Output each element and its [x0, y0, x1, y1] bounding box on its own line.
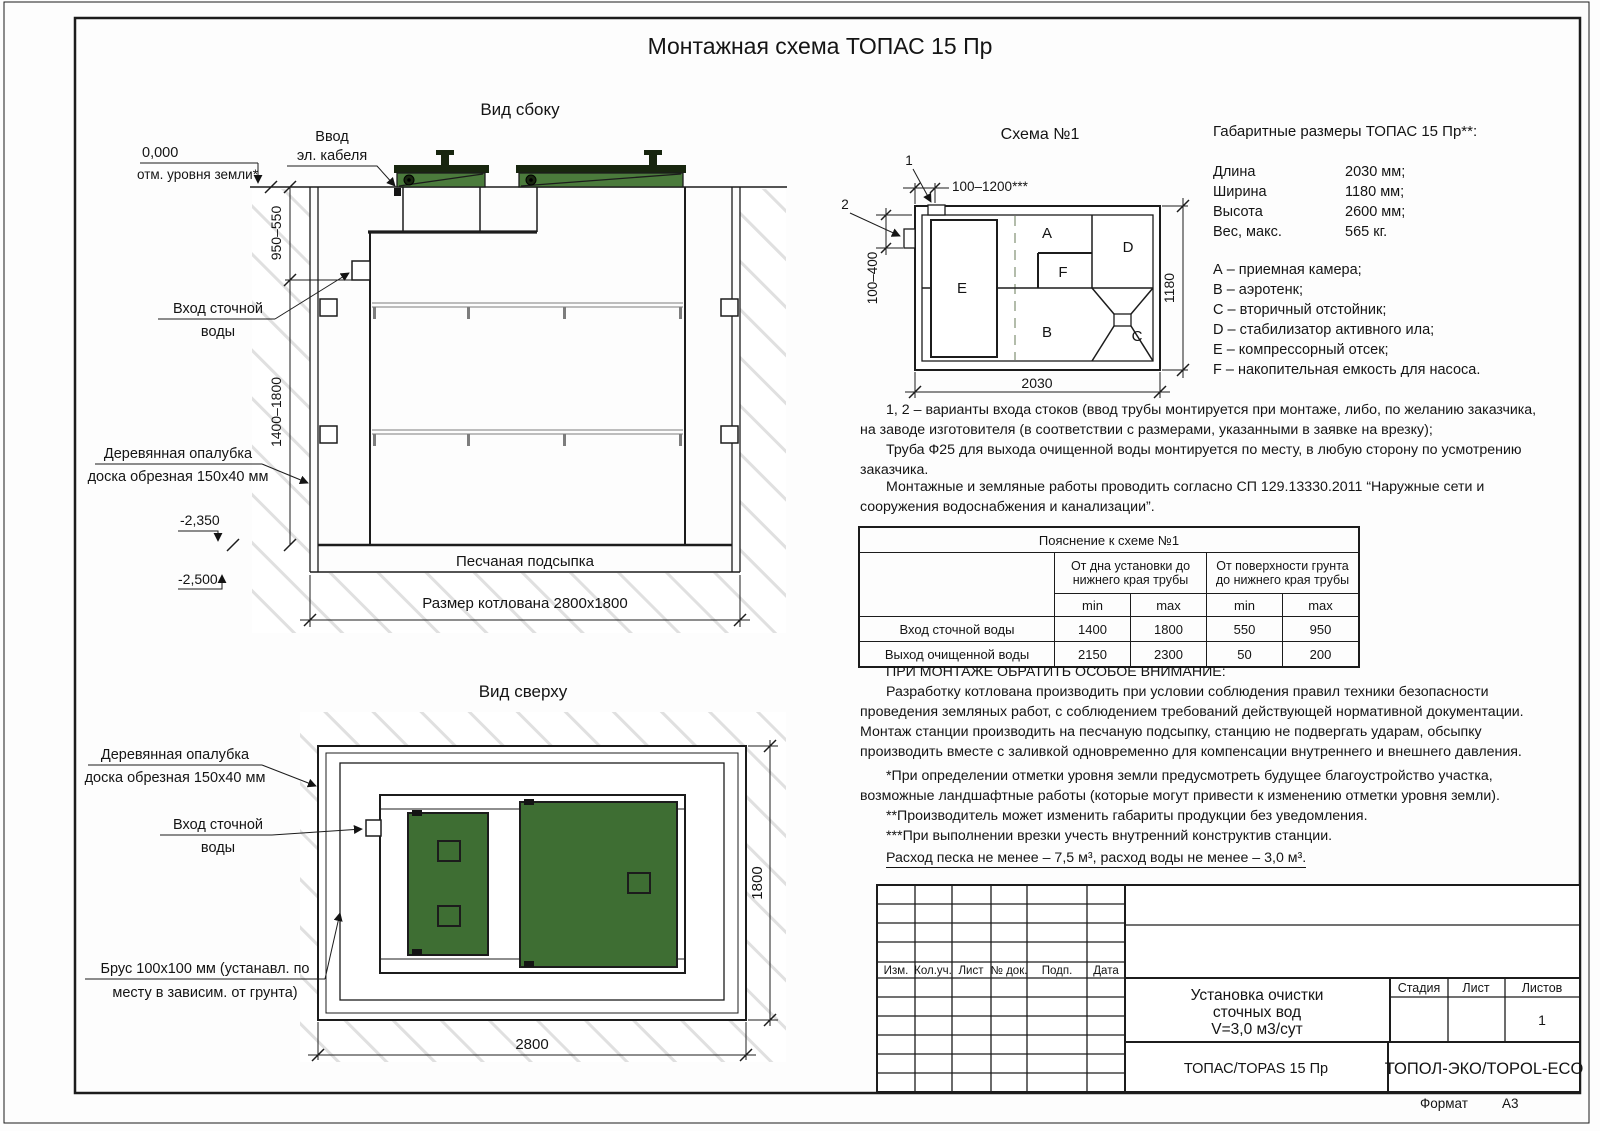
formwork-label-top: доска обрезная 150х40 мм	[84, 770, 266, 786]
lid-right-plan	[520, 802, 677, 967]
title-block	[877, 885, 1583, 1111]
tb-product: V=3,0 м3/сут	[1211, 1021, 1303, 1038]
formwork-label: доска обрезная 150х40 мм	[87, 469, 269, 485]
schema-explanation-table	[858, 526, 1360, 668]
cell-value: 2150	[1055, 642, 1131, 668]
tank-body	[318, 187, 732, 545]
dim-label: Вес, макс.	[1213, 224, 1282, 240]
note-works	[860, 477, 1555, 517]
tb-col-podp: Подп.	[1041, 965, 1073, 977]
table-group2: От поверхности грунта до нижнего края трубы	[1207, 553, 1360, 594]
dim-value: 2600 мм;	[1345, 204, 1406, 220]
top-view	[85, 682, 786, 1062]
zero-mark: 0,000	[142, 145, 179, 161]
tb-col-ndok: № док.	[990, 965, 1028, 977]
attention-heading: ПРИ МОНТАЖЕ ОБРАТИТЬ ОСОБОЕ ВНИМАНИЕ:	[886, 664, 1226, 680]
vent-pipe-icon	[441, 154, 449, 165]
cable-entry-point	[394, 188, 401, 196]
col-min: min	[1207, 594, 1283, 617]
note-inlet-variants	[860, 400, 1555, 481]
footnote: *При определении отметки уровня земли предусмотреть будущее благоустройство участка, возможные ландшафтные работы (которые могут привести к изменению отметки уровня земли).	[860, 768, 1500, 805]
legend-item: Е – компрессорный отсек;	[1213, 342, 1389, 358]
format-value: А3	[1502, 1096, 1519, 1111]
overall-dimensions-list	[1213, 162, 1513, 242]
cell-value: 950	[1283, 617, 1360, 642]
row-label: Выход очищенной воды	[859, 642, 1055, 668]
dim-value: 565 кг.	[1345, 224, 1388, 240]
tb-brand: ТОПОЛ-ЭКО/TOPOL-ECO	[1384, 1060, 1584, 1078]
footnotes	[860, 766, 1555, 847]
inlet-label-top: Вход сточной	[172, 817, 264, 833]
formwork-boards	[310, 187, 740, 572]
note-paragraph: 1, 2 – варианты входа стоков (ввод трубы монтируется при монтаже, либо, по желанию заказчика, на заводе изготовителя (в соответствии с размерами, указанными в заявке на врезку);	[860, 402, 1537, 439]
dim-body: 1400–1800	[268, 376, 284, 448]
topview-dim-width: 2800	[515, 1036, 549, 1053]
formwork-label: Деревянная опалубка	[103, 446, 253, 462]
cable-label: эл. кабеля	[296, 148, 368, 164]
comp-b: B	[1041, 324, 1053, 341]
tb-col-list: Лист	[958, 965, 984, 977]
comp-e: E	[956, 280, 968, 297]
legend-item: В – аэротенк;	[1213, 282, 1303, 298]
tb-product: сточных вод	[1212, 1004, 1302, 1021]
legend-item: А – приемная камера;	[1213, 262, 1362, 278]
pit-dimension: Размер котлована 2800х1800	[422, 595, 628, 612]
dim-label: Высота	[1213, 204, 1263, 220]
legend-item: F – накопительная емкость для насоса.	[1213, 362, 1481, 378]
row-label: Вход сточной воды	[859, 617, 1055, 642]
lid-right	[516, 150, 686, 187]
table-corner-cell	[859, 553, 1055, 617]
tb-sheet-label: Лист	[1462, 981, 1490, 995]
sheet-title: Монтажная схема ТОПАС 15 Пр	[647, 33, 993, 59]
beam-label: месту в зависим. от грунта)	[112, 985, 298, 1001]
table-group1: От дна установки до нижнего края трубы	[1055, 553, 1207, 594]
comp-a: A	[1041, 225, 1053, 242]
side-view-title: Вид сбоку	[480, 100, 560, 119]
schema-title: Схема №1	[1000, 126, 1080, 143]
inlet-label-top: воды	[200, 840, 236, 856]
side-view	[88, 100, 787, 633]
note-paragraph: Монтажные и земляные работы проводить согласно СП 129.13330.2011 “Наружные сети и сооружения водоснабжения и канализации”.	[860, 479, 1485, 516]
dim-label: Длина	[1213, 164, 1256, 180]
col-max: max	[1131, 594, 1207, 617]
inlet-label: воды	[200, 324, 236, 340]
compartment-legend	[1213, 260, 1583, 380]
comp-c: C	[1131, 328, 1143, 345]
lid-left-plan	[408, 813, 488, 955]
dim-value: 2030 мм;	[1345, 164, 1406, 180]
tb-product: Установка очистки	[1190, 987, 1324, 1004]
schema-dim-width: 2030	[1021, 375, 1053, 391]
footnote: **Производитель может изменить габариты продукции без уведомления.	[886, 808, 1368, 825]
zero-caption: отм. уровня земли*	[137, 167, 258, 182]
legend-item: D – стабилизатор активного ила;	[1213, 322, 1435, 338]
attention-body-block	[860, 682, 1555, 763]
attention-heading-block	[860, 662, 1555, 682]
tb-sheets-value: 1	[1538, 1012, 1546, 1028]
lid-left	[394, 150, 489, 187]
cable-label: Ввод	[315, 129, 349, 145]
level-2350: -2,350	[180, 512, 220, 528]
inlet-port	[352, 261, 370, 280]
comp-f: F	[1058, 264, 1068, 281]
inlet-variant-2	[904, 229, 915, 248]
consumption-note	[860, 848, 1555, 868]
marker-2: 2	[841, 197, 849, 212]
soil-hatch-right	[740, 189, 786, 573]
vent-pipe-icon	[649, 154, 657, 165]
schema-dim-top: 100–1200***	[952, 179, 1028, 194]
tb-col-koluch: Кол.уч.	[914, 965, 952, 977]
comp-d: D	[1122, 239, 1134, 256]
schema-dim-height: 1180	[1161, 272, 1177, 304]
col-max: max	[1283, 594, 1360, 617]
marker-1: 1	[905, 153, 913, 168]
note-paragraph: Труба Ф25 для выхода очищенной воды монтируется по месту, в любую сторону по усмотрению заказчика.	[860, 442, 1522, 479]
cell-value: 50	[1207, 642, 1283, 668]
table-row	[859, 617, 1359, 642]
schema-dim-left: 100–400	[865, 251, 880, 305]
inlet-label: Вход сточной	[172, 301, 264, 317]
tb-sheets-label: Листов	[1521, 981, 1563, 995]
dim-neck: 950–550	[268, 205, 284, 261]
dim-value: 1180 мм;	[1345, 184, 1405, 200]
tb-model: ТОПАС/TOPAS 15 Пр	[1183, 1061, 1329, 1077]
sand-label: Песчаная подсыпка	[455, 553, 595, 570]
format-label: Формат	[1420, 1096, 1468, 1111]
overall-dimensions-heading: Габаритные размеры ТОПАС 15 Пр**:	[1213, 123, 1478, 140]
footnote: ***При выполнении врезки учесть внутренний конструктив станции.	[886, 828, 1333, 845]
level-2500: -2,500	[178, 571, 218, 587]
col-min: min	[1055, 594, 1131, 617]
consumption-text: Расход песка не менее – 7,5 м³, расход воды не менее – 3,0 м³.	[886, 850, 1307, 866]
inlet-variant-1	[928, 205, 945, 215]
table-title: Пояснение к схеме №1	[859, 527, 1359, 553]
cell-value: 1400	[1055, 617, 1131, 642]
schema-1	[841, 126, 1189, 398]
topview-dim-depth: 1800	[749, 866, 766, 900]
beam-label: Брус 100х100 мм (устанавл. по	[100, 961, 310, 977]
attention-body: Разработку котлована производить при условии соблюдения правил техники безопасности проведения земляных работ, с соблюдением требований действующей нормативной документации. Монтаж станции производить на песчаную подсыпку, станцию не подвергать ударам, обсыпку производить вместе с заливкой одновременно для компенсации внутреннего и внешнего давления.	[860, 684, 1524, 761]
legend-item: С – вторичный отстойник;	[1213, 302, 1387, 318]
cell-value: 1800	[1131, 617, 1207, 642]
inlet-port-plan	[366, 820, 381, 836]
tb-col-izm: Изм.	[883, 965, 909, 977]
cell-value: 200	[1283, 642, 1360, 668]
cell-value: 550	[1207, 617, 1283, 642]
formwork-label-top: Деревянная опалубка	[100, 747, 250, 763]
tb-col-data: Дата	[1093, 965, 1119, 977]
dim-label: Ширина	[1213, 184, 1267, 200]
tb-stage-label: Стадия	[1397, 981, 1441, 995]
top-view-title: Вид сверху	[478, 682, 568, 701]
cell-value: 2300	[1131, 642, 1207, 668]
cable-leader	[287, 166, 395, 186]
